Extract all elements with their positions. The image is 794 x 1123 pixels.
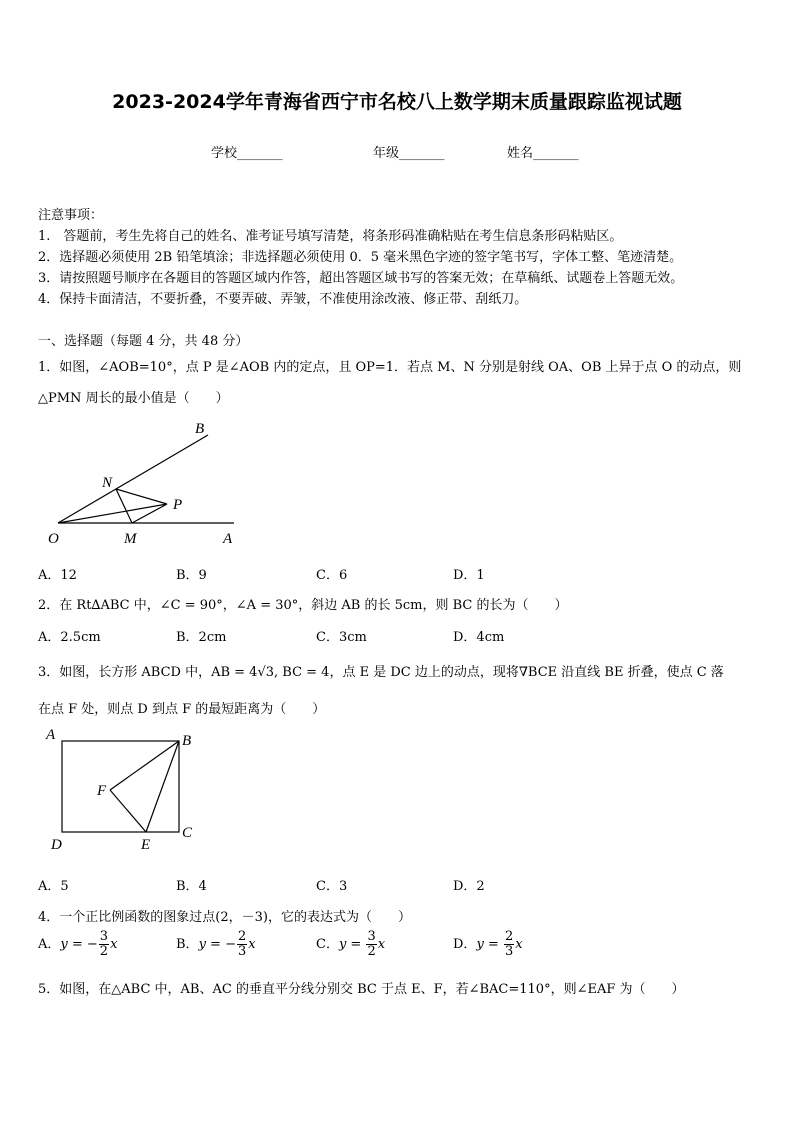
q1-option-a[interactable]: A．12: [38, 568, 77, 583]
note-item: 1. 答题前，考生先将自己的姓名、准考证号填写清楚，将条形码准确粘贴在考生信息条形码粘贴区。: [38, 229, 623, 244]
q3-option-a[interactable]: A．5: [38, 879, 69, 894]
q2-option-b[interactable]: B．2cm: [176, 630, 227, 645]
q3-option-c[interactable]: C．3: [316, 879, 348, 894]
q1-figure: [38, 415, 248, 550]
label-A: A: [46, 727, 56, 743]
label-D: D: [51, 837, 62, 853]
q3-stem-line1: 3．如图，长方形 ABCD 中，AB = 4√3, BC = 4，点 E 是 DC 边上的动点，现将∇BCE 沿直线 BE 折叠，使点 C 落: [38, 665, 724, 680]
q3-stem-line2: 在点 F 处，则点 D 到点 F 的最短距离为（ ）: [38, 702, 326, 717]
grade-field: 年级_______: [373, 146, 445, 161]
label-B: B: [195, 421, 205, 437]
name-field: 姓名_______: [507, 146, 579, 161]
q2-option-d[interactable]: D．4cm: [453, 630, 505, 645]
q1-option-b[interactable]: B．9: [176, 568, 207, 583]
section-heading: 一、选择题（每题 4 分，共 48 分）: [38, 334, 249, 349]
fraction: $\frac{3}{2}$: [99, 929, 109, 959]
q2-option-c[interactable]: C．3cm: [316, 630, 367, 645]
page-title: 2023-2024学年青海省西宁市名校八上数学期末质量跟踪监视试题: [112, 91, 682, 113]
label-P: P: [173, 497, 183, 513]
label-M: M: [124, 531, 137, 547]
label-A: A: [223, 531, 233, 547]
label-B: B: [182, 733, 192, 749]
note-item: 4．保持卡面清洁，不要折叠，不要弄破、弄皱，不准使用涂改液、修正带、刮纸刀。: [38, 292, 528, 307]
label-O: O: [48, 531, 59, 547]
q3-figure: [38, 723, 208, 858]
fraction: $\frac{2}{3}$: [237, 929, 247, 959]
q1-stem-line2: △PMN 周长的最小值是（ ）: [38, 391, 229, 406]
q4-option-c[interactable]: C．y = $\frac{3}{2}$ x: [316, 929, 386, 959]
q5-stem: 5．如图，在△ABC 中，AB、AC 的垂直平分线分别交 BC 于点 E、F，若∠BAC=110°，则∠EAF 为（ ）: [38, 982, 685, 997]
label-E: E: [141, 837, 151, 853]
label-N: N: [102, 475, 113, 491]
q3-option-b[interactable]: B．4: [176, 879, 207, 894]
q2-stem: 2．在 Rt∆ABC 中，∠C = 90°，∠A = 30°，斜边 AB 的长 5cm，则 BC 的长为（ ）: [38, 598, 568, 613]
q1-option-d[interactable]: D．1: [453, 568, 485, 583]
q2-option-a[interactable]: A．2.5cm: [38, 630, 101, 645]
q4-option-d[interactable]: D．y = $\frac{2}{3}$ x: [453, 929, 523, 959]
q3-option-d[interactable]: D．2: [453, 879, 485, 894]
fraction: $\frac{2}{3}$: [504, 929, 514, 959]
q4-option-b[interactable]: B．y = − $\frac{2}{3}$ x: [176, 929, 256, 959]
q1-stem-line1: 1．如图，∠AOB=10°，点 P 是∠AOB 内的定点，且 OP=1．若点 M、N 分别是射线 OA、OB 上异于点 O 的动点，则: [38, 360, 742, 375]
note-item: 2．选择题必须使用 2B 铅笔填涂；非选择题必须使用 0．5 毫米黑色字迹的签字笔书写，字体工整、笔迹清楚。: [38, 250, 683, 265]
label-F: F: [97, 783, 107, 799]
q4-stem: 4．一个正比例函数的图象过点(2，－3)，它的表达式为（ ）: [38, 910, 411, 925]
q4-option-a[interactable]: A．y = − $\frac{3}{2}$ x: [38, 929, 118, 959]
school-field: 学校_______: [211, 146, 283, 161]
label-C: C: [182, 825, 193, 841]
q1-option-c[interactable]: C．6: [316, 568, 348, 583]
fraction: $\frac{3}{2}$: [367, 929, 376, 959]
notes-heading: 注意事项：: [38, 208, 104, 223]
note-item: 3．请按照题号顺序在各题目的答题区域内作答，超出答题区域书写的答案无效；在草稿纸、试题卷上答题无效。: [38, 271, 684, 286]
